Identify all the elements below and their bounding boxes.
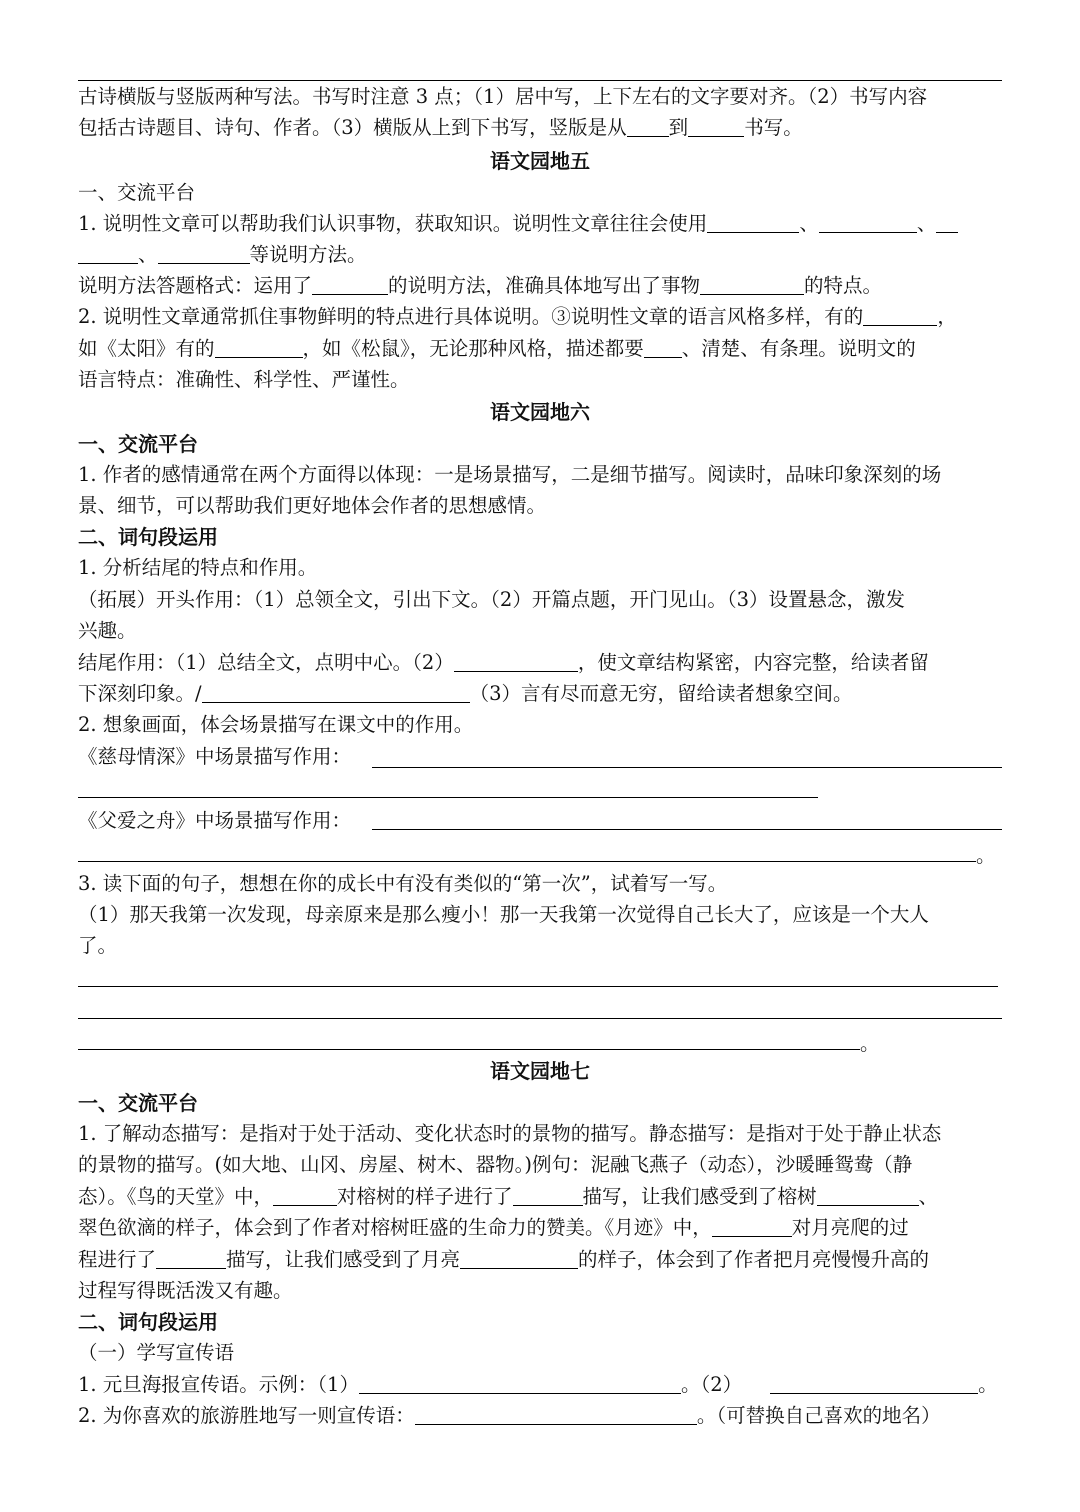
blank[interactable]: [273, 1185, 337, 1206]
blank[interactable]: [819, 212, 917, 233]
blank[interactable]: [700, 274, 804, 295]
cimu-scene-label: 《慈母情深》中场景描写作用：: [78, 745, 352, 768]
blank[interactable]: [78, 243, 138, 264]
s7-heading-1: 一、交流平台: [78, 1091, 198, 1115]
s5-para-1-line-1: 1. 说明性文章可以帮助我们认识事物，获取知识。说明性文章往往会使用 、 、: [78, 211, 958, 237]
answer-line[interactable]: [78, 986, 998, 987]
blank[interactable]: [156, 1248, 226, 1269]
s7-subheading: （一）学写宣传语: [78, 1341, 235, 1364]
blank[interactable]: [936, 212, 958, 233]
blank[interactable]: [770, 1373, 978, 1394]
answer-line[interactable]: [372, 767, 1002, 768]
blank[interactable]: [688, 116, 744, 137]
answer-line[interactable]: [78, 1018, 1002, 1019]
top-rule: [78, 80, 1002, 81]
blank[interactable]: [158, 243, 250, 264]
s5-answer-format: 说明方法答题格式：运用了 的说明方法，准确具体地写出了事物 的特点。: [78, 274, 883, 297]
blank[interactable]: [627, 116, 669, 137]
s6-sentence-line-2: 了。: [78, 934, 118, 957]
blank[interactable]: [513, 1185, 583, 1206]
s5-para-2-line-1: 2. 说明性文章通常抓住事物鲜明的特点进行具体说明。③说明性文章的语言风格多样，有的 ，: [78, 305, 957, 328]
s7-line-2: 的景物的描写。(如大地、山冈、房屋、树木、器物。)例句：泥融飞燕子（动态），沙暖睡鸳鸯（静: [78, 1153, 913, 1176]
blank[interactable]: [460, 1248, 578, 1269]
period: 。: [860, 1032, 880, 1055]
s7-heading-2: 二、词句段运用: [78, 1310, 218, 1334]
s5-para-2-line-3: 语言特点：准确性、科学性、严谨性。: [78, 368, 410, 391]
s6-question-3: 3. 读下面的句子，想想在你的成长中有没有类似的“第一次”，试着写一写。: [78, 872, 728, 895]
blank[interactable]: [712, 1216, 792, 1237]
blank[interactable]: [312, 274, 388, 295]
s7-line-6: 过程写得既活泼又有趣。: [78, 1279, 293, 1302]
s6-extension-line-1: （拓展）开头作用：（1）总领全文，引出下文。（2）开篇点题，开门见山。（3）设置悬念，激发: [78, 588, 905, 611]
s5-para-2-line-2: 如《太阳》有的 ，如《松鼠》，无论那种风格，描述都要 、清楚、有条理。说明文的: [78, 337, 916, 360]
s6-sentence-line-1: （1）那天我第一次发现，母亲原来是那么瘦小！那一天我第一次觉得自己长大了，应该是一个大人: [78, 903, 929, 926]
s5-heading-1: 一、交流平台: [78, 181, 196, 204]
s6-extension-line-2: 兴趣。: [78, 619, 137, 642]
s6-para-1-line-2: 景、细节，可以帮助我们更好地体会作者的思想感情。: [78, 494, 547, 517]
s6-ending-line-2: 下深刻印象。/ （3）言有尽而意无穷，留给读者想象空间。: [78, 682, 853, 705]
s6-ending-line-1: 结尾作用：（1）总结全文，点明中心。（2） ，使文章结构紧密，内容完整，给读者留: [78, 651, 929, 674]
period: 。: [976, 844, 996, 867]
answer-line[interactable]: [372, 829, 1002, 830]
fuai-scene-label: 《父爱之舟》中场景描写作用：: [78, 809, 352, 832]
blank[interactable]: [359, 1373, 681, 1394]
answer-line[interactable]: [78, 861, 976, 862]
blank[interactable]: [415, 1404, 697, 1425]
section-title-5: 语文园地五: [490, 149, 590, 173]
s5-para-1-line-2: 、 等说明方法。: [78, 242, 367, 268]
poem-writing-line-1: 古诗横版与竖版两种写法。书写时注意 3 点；（1）居中写，上下左右的文字要对齐。（2）书写内容: [78, 85, 928, 108]
blank[interactable]: [644, 337, 682, 358]
blank[interactable]: [707, 212, 799, 233]
s7-newyear-slogan: 1. 元旦海报宣传语。示例：（1） 。（2） 。: [78, 1373, 998, 1396]
answer-line[interactable]: [78, 1049, 860, 1050]
s7-line-5: 程进行了 描写，让我们感受到了月亮 的样子，体会到了作者把月亮慢慢升高的: [78, 1248, 930, 1271]
section-title-6: 语文园地六: [490, 400, 590, 424]
s7-line-1: 1. 了解动态描写：是指对于处于活动、变化状态时的景物的描写。静态描写：是指对于处于静止状态: [78, 1122, 942, 1145]
section-title-7: 语文园地七: [490, 1059, 590, 1083]
s6-question-1: 1. 分析结尾的特点和作用。: [78, 556, 318, 579]
blank[interactable]: [202, 682, 470, 703]
blank[interactable]: [215, 337, 303, 358]
s6-heading-1: 一、交流平台: [78, 432, 198, 456]
s6-question-2: 2. 想象画面，体会场景描写在课文中的作用。: [78, 713, 474, 736]
poem-writing-line-2: 包括古诗题目、诗句、作者。（3）横版从上到下书写，竖版是从 到 书写。: [78, 116, 803, 139]
s7-travel-slogan: 2. 为你喜欢的旅游胜地写一则宣传语： 。（可替换自己喜欢的地名）: [78, 1404, 941, 1427]
s6-heading-2: 二、词句段运用: [78, 525, 218, 549]
s6-para-1-line-1: 1. 作者的感情通常在两个方面得以体现：一是场景描写，二是细节描写。阅读时，品味印象深刻的场: [78, 463, 942, 486]
blank[interactable]: [454, 651, 578, 672]
answer-line[interactable]: [78, 797, 818, 798]
s7-line-4: 翠色欲滴的样子，体会到了作者对榕树旺盛的生命力的赞美。《月迹》中， 对月亮爬的过: [78, 1216, 909, 1239]
s7-line-3: 态）。《鸟的天堂》中， 对榕树的样子进行了 描写，让我们感受到了榕树 、: [78, 1185, 939, 1208]
blank[interactable]: [817, 1185, 919, 1206]
blank[interactable]: [863, 305, 937, 326]
